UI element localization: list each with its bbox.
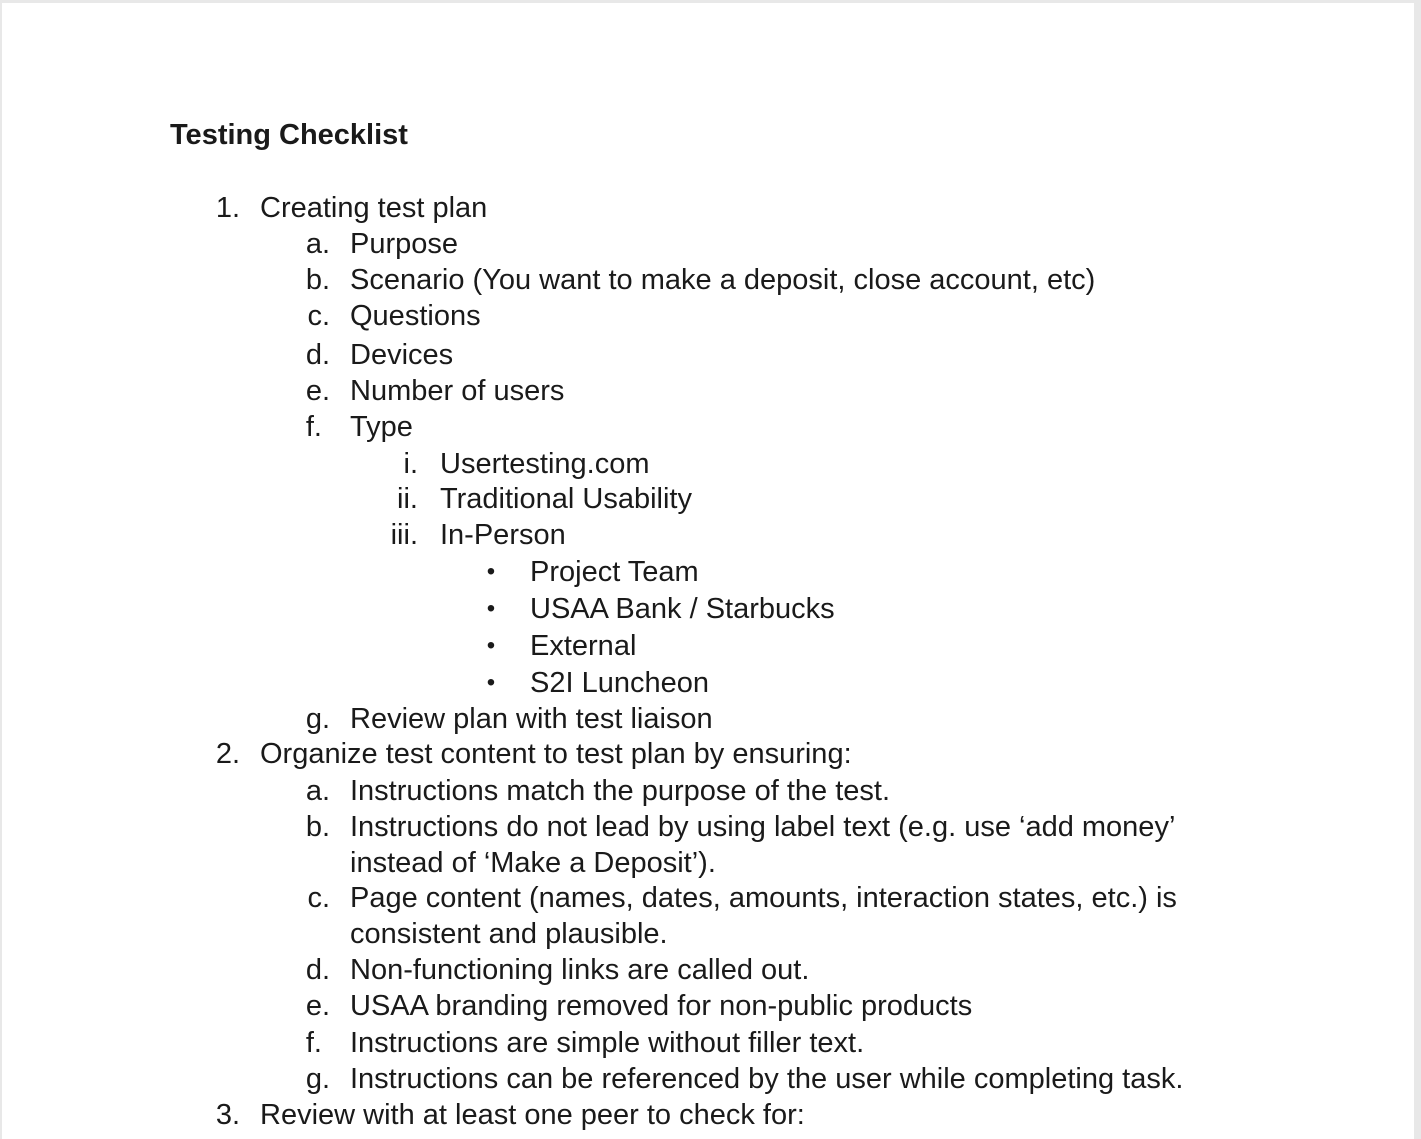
list-item-text: Instructions are simple without filler text. [350,1027,865,1059]
list-item-text: USAA Bank / Starbucks [530,593,835,625]
list-item-text: S2I Luncheon [530,667,709,699]
list-marker: 3. [215,1099,240,1131]
list-item-text: Review with at least one peer to check for: [260,1099,805,1131]
list-item-text: Non-functioning links are called out. [350,954,810,986]
list-marker: ii. [397,483,418,515]
list-item-text: In-Person [440,519,566,551]
list-item-text: Number of users [350,375,565,407]
list-item-text: Traditional Usability [440,483,692,515]
list-item-text: Creating test plan [260,192,488,224]
list-item-text: Questions [350,300,481,332]
list-marker: e. [305,990,330,1022]
bullet-marker: • [486,595,496,622]
list-marker: f. [305,411,322,443]
list-marker: g. [305,1063,330,1095]
list-marker: 2. [215,738,240,770]
list-marker: e. [305,375,330,407]
bullet-marker: • [486,558,496,585]
bullet-marker: • [486,669,496,696]
list-item-text: Organize test content to test plan by ensuring: [260,738,852,770]
list-marker: a. [305,775,330,807]
list-marker: d. [305,339,330,371]
list-marker: b. [305,811,330,843]
list-item-text: Instructions do not lead by using label text (e.g. use ‘add money’ [350,811,1176,843]
list-item-text: Instructions match the purpose of the test. [350,775,891,807]
list-item-text: USAA branding removed for non-public products [350,990,973,1022]
list-item-text: Devices [350,339,454,371]
list-item-text: Scenario (You want to make a deposit, close account, etc) [350,264,1096,296]
document-page [2,3,1414,1139]
list-marker: 1. [215,192,240,224]
document-title: Testing Checklist [170,119,408,151]
list-item-text: Purpose [350,228,459,260]
list-item-text: instead of ‘Make a Deposit’). [350,847,716,879]
list-marker: b. [305,264,330,296]
list-item-text: Review plan with test liaison [350,703,713,735]
list-item-text: Project Team [530,556,699,588]
list-item-text: Instructions can be referenced by the user while completing task. [350,1063,1184,1095]
list-marker: iii. [390,519,418,551]
list-marker: d. [305,954,330,986]
list-item-text: consistent and plausible. [350,918,668,950]
list-marker: g. [305,703,330,735]
list-item-text: External [530,630,637,662]
list-marker: c. [307,882,330,914]
list-marker: a. [305,228,330,260]
list-item-text: Usertesting.com [440,448,650,480]
bullet-marker: • [486,632,496,659]
list-marker: i. [403,448,418,480]
list-marker: c. [307,300,330,332]
list-item-text: Page content (names, dates, amounts, interaction states, etc.) is [350,882,1177,914]
list-item-text: Type [350,411,413,443]
list-marker: f. [305,1027,322,1059]
